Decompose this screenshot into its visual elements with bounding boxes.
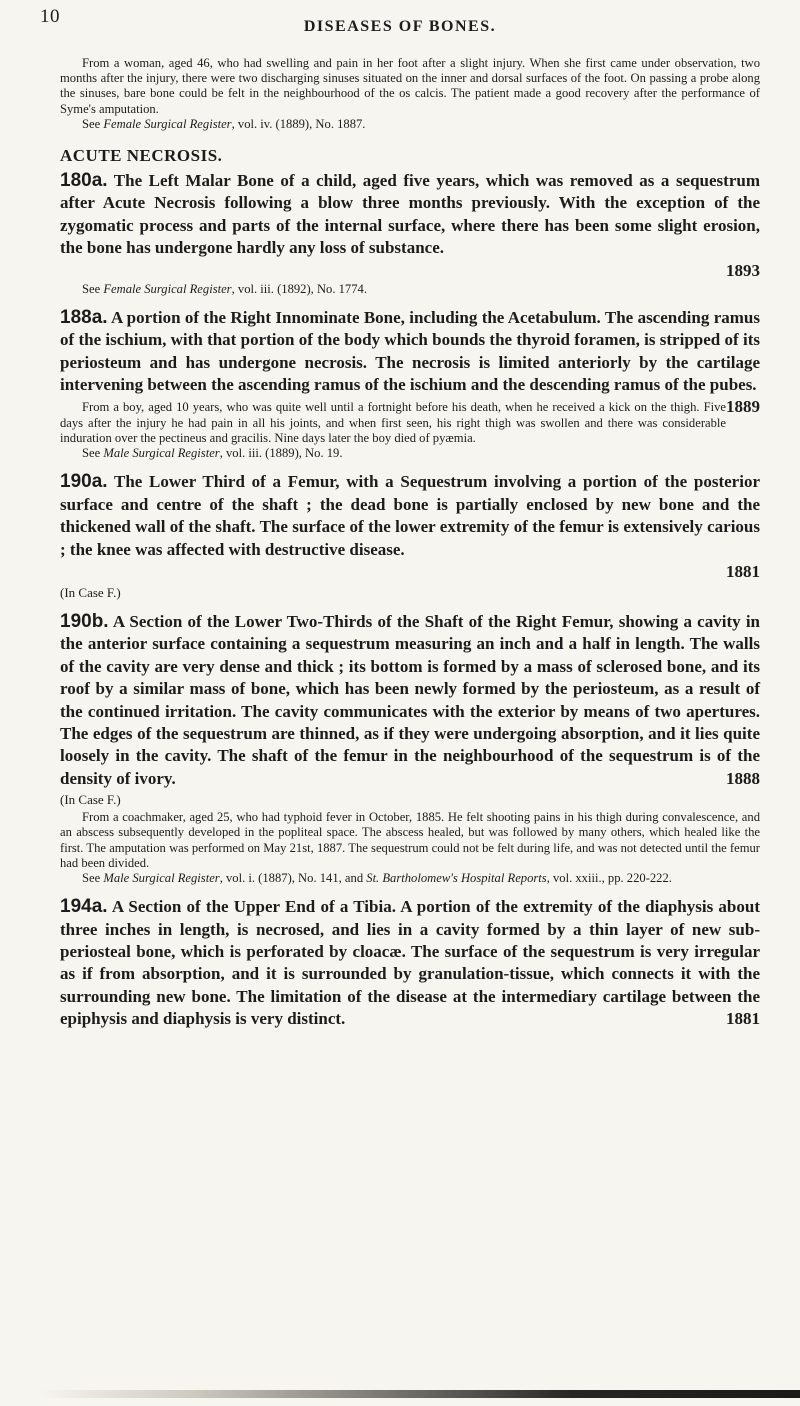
entry-194a [60,896,760,1030]
running-head: DISEASES OF BONES. [303,18,497,35]
entry-year: 1889 [726,397,760,417]
entry-190a [60,471,760,561]
entry-year: 1881 [726,1009,760,1029]
page-content [60,56,760,1031]
entry-note: From a boy, aged 10 years, who was quite well until a fortnight before his death, when he received a kick on the thigh. Five days after the injury he had pain in all his joints, and when first seen, his right thigh was swollen and there was considerable induration over the pectineus and gracilis. Nine days later the boy died of pyæmia. [60,400,726,445]
section-heading: ACUTE NECROSIS. [60,146,223,166]
entry-year: 1881 [726,561,760,581]
entry-reference: See Female Surgical Register, vol. iii. (1892), No. 1774. [82,281,367,296]
entry-text: The Left Malar Bone of a child, aged five years, which was removed as a sequestrum after Acute Necrosis following a blow three months previously. With the exception of the zygomatic process and parts of the internal surface, where there has been some slight erosion, the bone has undergone hardly any loss of substance. [60,171,760,258]
entry-number: 188a. [60,306,108,328]
entry-180a [60,170,760,260]
entry-190b [60,611,760,790]
entry-text: The Lower Third of a Femur, with a Sequestrum involving a portion of the posterior surface and centre of the shaft ; the dead bone is partially enclosed by new bone and the thickened wall of the shaft. The surface of the lower extremity of the femur is extensively carious ; the knee was affected with destructive disease. [60,472,760,559]
page-number: 10 [40,6,60,27]
entry-text: A portion of the Right Innominate Bone, including the Acetabulum. The ascending ramus of the ischium, with that portion of the body which bounds the thyroid foramen, is stripped of its periosteum and has undergone necrosis. The necrosis is limited anteriorly by the cartilage intervening between the ascending ramus of the ischium and the descending ramus of the pubes. [60,307,761,395]
intro-reference: See Female Surgical Register, vol. iv. (1889), No. 1887. [82,116,366,131]
case-location: (In Case F.) [60,792,121,808]
scan-edge-shadow [40,1390,800,1398]
entry-number: 180a. [60,170,108,192]
entry-text: A Section of the Upper End of a Tibia. A portion of the extremity of the diaphysis about three inches in length, is necrosed, and lies in a cavity formed by a thin layer of new sub-periosteal bone, which is perforated by cloacæ. The surface of the sequestrum is very irregular as if from absorption, and it is surrounded by granulation-tissue, which connects it with the surrounding new bone. The limitation of the disease at the intermediary cartilage between the epiphysis and diaphysis is very distinct. [60,897,760,1029]
entry-number: 190a. [60,471,108,493]
entry-year: 1888 [726,768,760,788]
entry-number: 194a. [60,896,108,918]
entry-year: 1893 [726,260,760,280]
entry-reference: See Male Surgical Register, vol. i. (1887), No. 141, and St. Bartholomew's Hospital Reports, vol. xxiii., pp. 220-222. [82,870,672,885]
entry-188a [60,306,761,417]
entry-number: 190b. [60,610,109,632]
entry-text: A Section of the Lower Two-Thirds of the Shaft of the Right Femur, showing a cavity in the anterior surface containing a sequestrum measuring an inch and a half in length. The walls of the cavity are very dense and thick ; its bottom is formed by a mass of sclerosed bone, and its roof by a similar mass of bone, which has been newly formed by the periosteum, as a result of the continued irritation. The cavity communicates with the exterior by means of two apertures. The edges of the sequestrum are thinned, as if they were undergoing absorption, and it lies quite loosely in the cavity. The shaft of the femur in the neighbourhood of the sequestrum is of the density of ivory. [60,611,760,788]
entry-note: From a coachmaker, aged 25, who had typhoid fever in October, 1885. He felt shooting pains in his thigh during convalescence, and an abscess subsequently developed in the popliteal space. The abscess healed, but was followed by many others, which healed like the first. The amputation was performed on May 21st, 1887. The sequestrum could not be felt during life, and was not detected until the femur had been divided. [60,810,760,870]
intro-note: From a woman, aged 46, who had swelling and pain in her foot after a slight injury. When she first came under observation, two months after the injury, there were two discharging sinuses situated on the inner and dorsal surfaces of the foot. On passing a probe along the sinuses, bare bone could be felt in the neighbourhood of the os calcis. The patient made a good recovery after the performance of Syme's amputation. [60,56,760,116]
entry-reference: See Male Surgical Register, vol. iii. (1889), No. 19. [82,446,343,461]
case-location: (In Case F.) [60,584,121,600]
